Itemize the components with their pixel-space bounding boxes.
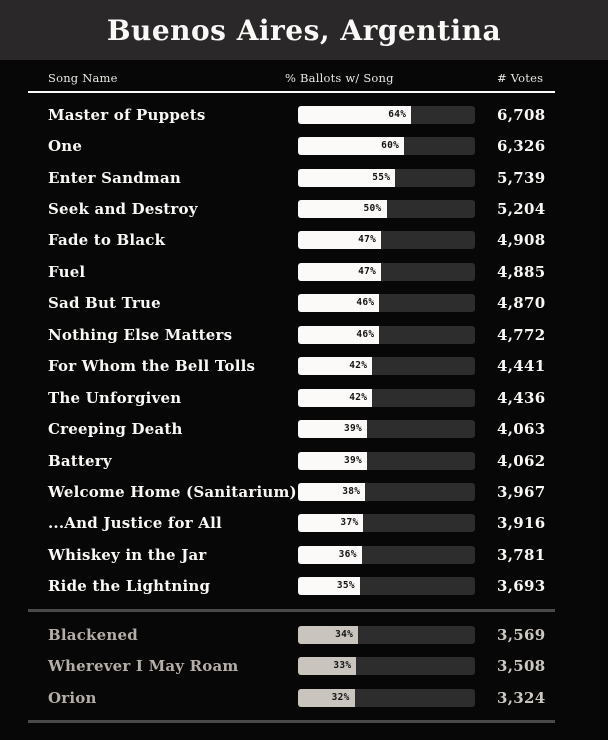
song-name: Orion xyxy=(48,688,97,707)
song-name: Battery xyxy=(48,451,112,470)
ballot-bar-fill xyxy=(298,452,367,470)
table-row xyxy=(0,508,608,539)
table-row xyxy=(0,225,608,256)
vote-count: 4,441 xyxy=(497,357,546,376)
song-name: One xyxy=(48,137,83,156)
table-row xyxy=(0,351,608,382)
song-name: ...And Justice for All xyxy=(48,514,222,533)
ballot-bar-fill xyxy=(298,169,395,187)
song-name: Creeping Death xyxy=(48,420,183,439)
ballot-bar-fill xyxy=(298,137,404,155)
section-divider xyxy=(28,720,555,723)
ballot-bar-fill xyxy=(298,626,358,644)
ballot-pct-label: 34% xyxy=(335,628,354,640)
ballot-bar-fill xyxy=(298,294,379,312)
ballot-bar-track xyxy=(298,657,475,675)
vote-count: 4,062 xyxy=(497,451,546,470)
ballot-bar-track xyxy=(298,483,475,501)
song-name: Whiskey in the Jar xyxy=(48,545,207,564)
ballot-pct-label: 32% xyxy=(331,691,350,703)
ballot-bar-track xyxy=(298,326,475,344)
table-row xyxy=(0,193,608,224)
table-row xyxy=(0,382,608,413)
ballot-bar-track xyxy=(298,452,475,470)
ballot-bar-fill xyxy=(298,326,379,344)
ballot-bar-track xyxy=(298,231,475,249)
ballot-bar-track xyxy=(298,169,475,187)
ballot-bar-track xyxy=(298,514,475,532)
table-row xyxy=(0,99,608,130)
page-title: Buenos Aires, Argentina xyxy=(106,13,502,47)
ballot-bar-fill xyxy=(298,263,381,281)
table-row xyxy=(0,130,608,161)
ballot-bar-track xyxy=(298,689,475,707)
table-row xyxy=(0,476,608,507)
ballot-pct-label: 36% xyxy=(338,548,357,560)
song-name: Nothing Else Matters xyxy=(48,325,233,344)
ballot-pct-label: 39% xyxy=(343,454,363,466)
ballot-pct-label: 42% xyxy=(349,360,368,372)
vote-count: 4,870 xyxy=(497,294,546,313)
ballot-bar-fill xyxy=(298,514,363,532)
song-name: Ride the Lightning xyxy=(48,577,211,596)
song-name: Seek and Destroy xyxy=(48,200,198,219)
table-row xyxy=(0,413,608,444)
ballot-bar-fill xyxy=(298,389,372,407)
vote-count: 6,708 xyxy=(497,105,546,124)
ballot-bar-track xyxy=(298,546,475,564)
song-name: Blackened xyxy=(48,625,138,644)
ballot-pct-label: 47% xyxy=(358,234,377,246)
table-row xyxy=(0,445,608,476)
table-row xyxy=(0,162,608,193)
column-header-pct: % Ballots w/ Song xyxy=(285,71,394,85)
ballot-bar-fill xyxy=(298,357,372,375)
ballot-bar-fill xyxy=(298,483,365,501)
ballot-pct-label: 47% xyxy=(358,265,377,277)
ballot-bar-fill xyxy=(298,420,367,438)
table-row xyxy=(0,650,608,681)
vote-count: 3,967 xyxy=(497,482,546,501)
ballot-bar-fill xyxy=(298,546,362,564)
ballot-pct-label: 64% xyxy=(388,108,407,120)
ballot-pct-label: 60% xyxy=(381,140,400,152)
ballot-pct-label: 42% xyxy=(349,391,368,403)
vote-count: 4,063 xyxy=(497,420,546,439)
clipped-next-row xyxy=(0,730,608,740)
vote-count: 4,772 xyxy=(497,325,546,344)
ballot-pct-label: 38% xyxy=(342,485,361,497)
vote-count: 3,781 xyxy=(497,545,546,564)
column-header-votes: # Votes xyxy=(497,71,544,85)
ballot-bar-track xyxy=(298,294,475,312)
song-name: Wherever I May Roam xyxy=(48,657,239,676)
song-name: Welcome Home (Sanitarium) xyxy=(48,482,297,501)
table-body xyxy=(0,93,608,740)
ballot-bar-track xyxy=(298,200,475,218)
vote-count: 3,693 xyxy=(497,577,546,596)
vote-count: 3,569 xyxy=(497,625,546,644)
vote-count: 3,508 xyxy=(497,657,546,676)
table-header xyxy=(0,60,608,91)
vote-count: 4,436 xyxy=(497,388,546,407)
table-row xyxy=(0,619,608,650)
ballot-bar-fill xyxy=(298,689,355,707)
vote-count: 4,908 xyxy=(497,231,546,250)
song-name: The Unforgiven xyxy=(48,388,182,407)
vote-count: 3,324 xyxy=(497,688,546,707)
song-name: Master of Puppets xyxy=(48,105,206,124)
ballot-pct-label: 46% xyxy=(356,328,375,340)
ballot-pct-label: 55% xyxy=(372,171,391,183)
song-name: For Whom the Bell Tolls xyxy=(48,357,256,376)
header-banner xyxy=(0,0,608,60)
table-row xyxy=(0,256,608,287)
song-name: Fuel xyxy=(48,262,86,281)
table-row xyxy=(0,288,608,319)
vote-count: 3,916 xyxy=(497,514,546,533)
section-divider xyxy=(28,609,555,612)
table-row xyxy=(0,571,608,602)
ballot-bar-track xyxy=(298,357,475,375)
ballot-bar-track xyxy=(298,626,475,644)
table-row xyxy=(0,539,608,570)
song-name: Fade to Black xyxy=(48,231,166,250)
ballot-bar-fill xyxy=(298,106,411,124)
ballot-bar-track xyxy=(298,577,475,595)
vote-count: 5,739 xyxy=(497,168,546,187)
ballot-bar-fill xyxy=(298,577,360,595)
ballot-pct-label: 37% xyxy=(340,517,359,529)
ballot-bar-track xyxy=(298,420,475,438)
table-row xyxy=(0,319,608,350)
song-name: Enter Sandman xyxy=(48,168,181,187)
ballot-bar-track xyxy=(298,389,475,407)
ballot-pct-label: 33% xyxy=(333,660,352,672)
vote-count: 4,885 xyxy=(497,262,546,281)
table-row xyxy=(0,682,608,713)
ballot-bar-fill xyxy=(298,657,356,675)
ballot-pct-label: 35% xyxy=(336,580,355,592)
song-name: Sad But True xyxy=(48,294,161,313)
songs-table xyxy=(0,60,608,740)
ballot-bar-fill xyxy=(298,231,381,249)
ballot-bar-track xyxy=(298,263,475,281)
ballot-bar-fill xyxy=(298,200,387,218)
ballot-bar-track xyxy=(298,137,475,155)
ballot-bar-track xyxy=(298,106,475,124)
column-header-song: Song Name xyxy=(48,71,118,85)
ballot-pct-label: 50% xyxy=(363,203,382,215)
ballot-pct-label: 46% xyxy=(356,297,375,309)
vote-count: 5,204 xyxy=(497,200,546,219)
ballot-pct-label: 39% xyxy=(343,423,363,435)
vote-count: 6,326 xyxy=(497,137,546,156)
